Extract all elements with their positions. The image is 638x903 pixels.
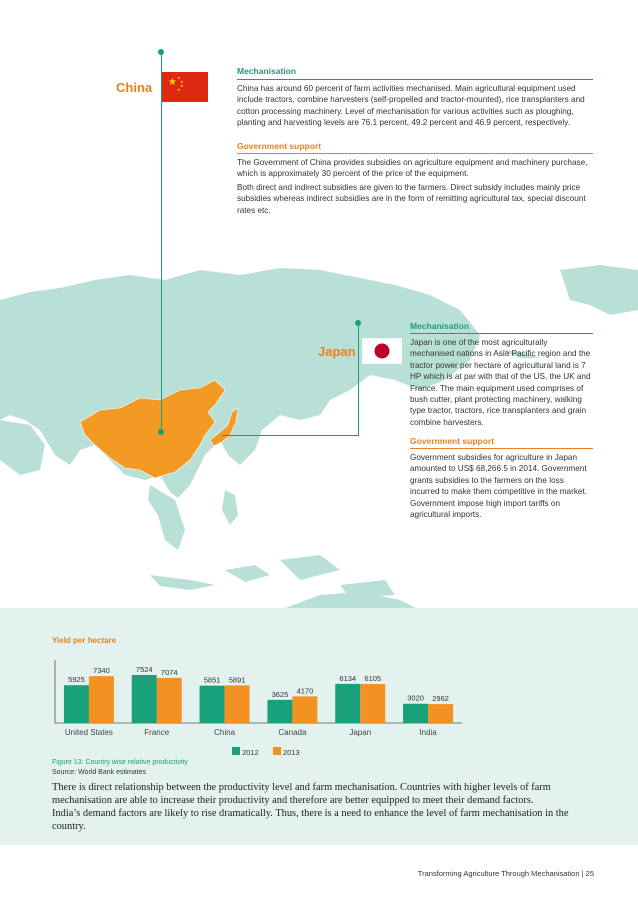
japan-leader-horizontal — [222, 435, 359, 436]
data-label: 7074 — [160, 667, 178, 677]
bar-canada-2013 — [292, 696, 317, 723]
data-label: 5851 — [203, 675, 221, 685]
bar-united-states-2012 — [64, 685, 89, 723]
bar-japan-2013 — [360, 684, 385, 723]
china-label: China — [116, 80, 153, 95]
china-support-text-1: The Government of China provides subsidies on agriculture equipment and machinery purchase, which is approximately 30 percent of the price of the equipment. — [237, 158, 588, 179]
map-islands — [150, 555, 395, 598]
japan-flag-icon — [362, 338, 402, 364]
data-label: 2962 — [432, 694, 449, 704]
svg-text:★: ★ — [168, 77, 177, 88]
japan-support-title: Government support — [410, 436, 495, 446]
data-label: 4170 — [296, 686, 314, 696]
bar-canada-2012 — [267, 700, 292, 723]
x-tick-label: India — [419, 728, 437, 737]
china-mechanisation-title: Mechanisation — [237, 66, 297, 76]
china-leader-line — [161, 52, 162, 432]
bar-india-2013 — [428, 704, 453, 723]
japan-mechanisation-rule — [410, 333, 593, 334]
data-label: 5925 — [68, 675, 85, 685]
data-label: 6134 — [339, 673, 357, 683]
chart-title: Yield per hectare — [52, 636, 117, 645]
china-flag-icon — [162, 72, 208, 102]
data-label: 5891 — [228, 675, 246, 685]
japan-support-rule — [410, 448, 593, 449]
japan-mechanisation-title: Mechanisation — [410, 321, 470, 331]
japan-label: Japan — [318, 344, 356, 359]
legend-label-2012: 2012 — [242, 748, 259, 757]
china-leader-dot-map — [158, 429, 164, 435]
yield-bar-chart — [0, 650, 638, 760]
data-label: 3020 — [407, 693, 424, 703]
japan-leader-vertical — [358, 323, 359, 435]
map-alaska — [560, 265, 638, 315]
bar-china-2013 — [225, 685, 250, 723]
x-tick-label: France — [144, 728, 170, 737]
japan-mechanisation-text: Japan is one of the most agriculturally mechanised nations in Asia Pacific region and the tractor power per hectare of agricultural land is 7 HP which is at par with that of the US, the UK and France. The main equipment used comprises of bush cutter, plant protecting machinery, walking type tractor, tractors, rice transplanters and grain combine harvesters. — [410, 338, 591, 427]
legend-label-2013: 2013 — [282, 748, 300, 757]
figure-source: Source: World Bank estimates — [52, 769, 147, 776]
data-label: 3625 — [271, 689, 289, 699]
china-mechanisation-text: China has around 60 percent of farm activities mechanised. Main agricultural equipment used include tractors, combine harvesters (self-propelled and tractor-mounted), rice transplanters and cotton processing machinery. Level of mechanisation for various activities such as ploughing, planting and harvesting levels are 76.1 percent, 49.2 percent and 46.9 percent, respectively. — [237, 84, 585, 128]
conclusion-paragraph-1: There is direct relationship between the productivity level and farm mechanisation. Countries with higher levels of farm mechanisation are able to increase their productivity and therefore are better equipped to meet their demand factors. — [52, 782, 551, 806]
page-footer: Transforming Agriculture Through Mechanisation | 25 — [417, 869, 594, 878]
bar-china-2012 — [200, 686, 225, 723]
china-mechanisation-rule — [237, 79, 593, 80]
figure-caption: Figure 13: Country wise relative productivity — [52, 759, 188, 766]
bar-france-2013 — [157, 678, 182, 723]
map-philippines — [222, 490, 238, 525]
china-support-text-2: Both direct and indirect subsidies are given to the farmers. Direct subsidy includes mainly price subsidies whereas indirect subsidies are in the form of remitting agricultural tax, special discount rates etc. — [237, 183, 586, 215]
conclusion-paragraph-2: India’s demand factors are likely to rise dramatically. Thus, there is a need to enhance the level of farm mechanisation in the country. — [52, 808, 569, 832]
china-leader-dot-top — [158, 49, 164, 55]
bar-india-2012 — [403, 704, 428, 723]
legend-swatch-2013 — [273, 747, 281, 755]
data-label: 6105 — [364, 674, 382, 684]
china-support-rule — [237, 153, 593, 154]
svg-text:★: ★ — [177, 87, 181, 92]
chart-legend — [232, 747, 300, 757]
legend-swatch-2012 — [232, 747, 240, 755]
svg-text:★: ★ — [180, 83, 184, 88]
bar-united-states-2013 — [89, 676, 114, 723]
chart-axis — [55, 660, 462, 723]
japan-support-text: Government subsidies for agriculture in Japan amounted to US$ 68,266.5 in 2014. Government grants subsidies to the farmers on the loss incurred to make them competitive in the market. Government impose high import tariffs on agricultural imports. — [410, 453, 588, 520]
bar-france-2012 — [132, 675, 157, 723]
x-tick-label: Japan — [349, 728, 372, 737]
x-tick-label: United States — [64, 728, 113, 737]
svg-text:★: ★ — [177, 75, 181, 80]
map-landmass — [0, 268, 480, 498]
data-label: 7340 — [93, 666, 110, 676]
bar-japan-2012 — [335, 684, 360, 723]
china-support-title: Government support — [237, 141, 322, 151]
japan-leader-dot-top — [355, 320, 361, 326]
svg-text:★: ★ — [180, 79, 184, 84]
data-label: 7524 — [135, 665, 153, 674]
x-tick-label: Canada — [278, 728, 307, 737]
x-tick-label: China — [214, 728, 236, 737]
